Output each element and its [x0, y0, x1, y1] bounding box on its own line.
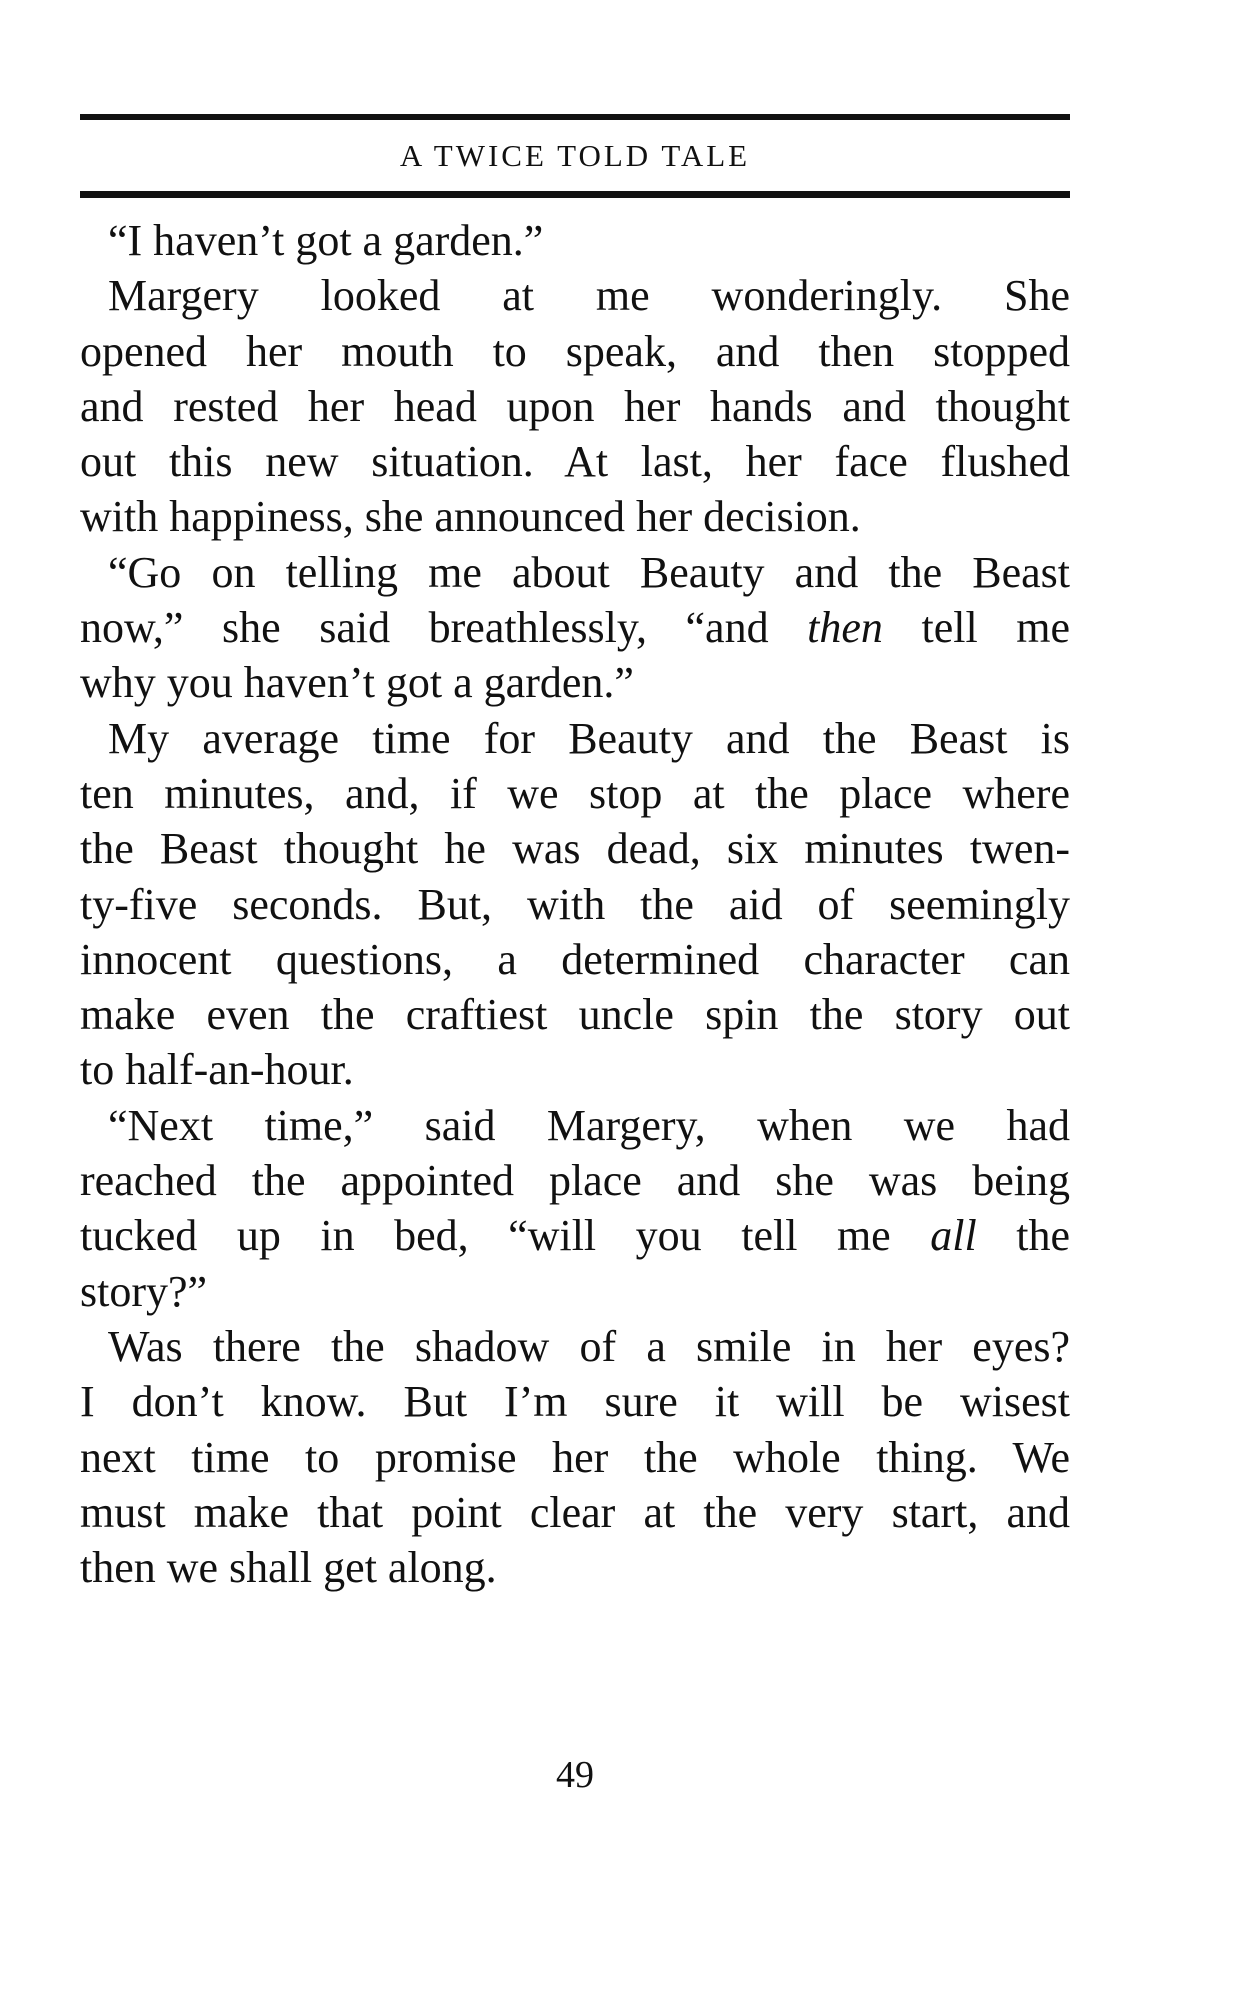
text-line: “Go on telling me about Beauty and the Beast [108, 547, 1070, 597]
text-line: must make that point clear at the very start, and [80, 1487, 1070, 1537]
text-run: tell me [882, 603, 1070, 653]
text-line: the Beast thought he was dead, six minutes twen- [80, 824, 1070, 874]
text-line: next time to promise her the whole thing. We [80, 1432, 1070, 1482]
text-line: with happiness, she announced her decision. [80, 492, 861, 542]
text-line: why you haven’t got a garden.” [80, 658, 634, 708]
text-run: the [976, 1211, 1070, 1261]
paragraph [80, 1319, 1070, 1595]
text-line: I don’t know. But I’m sure it will be wisest [80, 1377, 1070, 1427]
paragraph [80, 545, 1070, 711]
text-line: innocent questions, a determined character can [80, 934, 1070, 984]
header-rule-top [80, 114, 1070, 120]
text-line: Was there the shadow of a smile in her eyes? [108, 1321, 1070, 1371]
running-head: A TWICE TOLD TALE [399, 138, 751, 173]
text-line: story?” [80, 1266, 208, 1316]
text-line: My average time for Beauty and the Beast is [108, 713, 1070, 763]
emphasis: all [930, 1211, 977, 1261]
text-line: make even the craftiest uncle spin the story out [80, 990, 1070, 1040]
paragraph [80, 1098, 1070, 1319]
text-run: now,” she said breathlessly, “and [80, 603, 808, 653]
header-rule-bottom [80, 191, 1070, 198]
text-line: opened her mouth to speak, and then stopped [80, 326, 1070, 376]
emphasis: then [807, 603, 883, 653]
page-number: 49 [556, 1754, 594, 1796]
paragraph [80, 711, 1070, 1098]
text-line: “I haven’t got a garden.” [108, 216, 544, 265]
text-run: tucked up in bed, “will you tell me [80, 1211, 931, 1261]
text-line: then we shall get along. [80, 1543, 497, 1593]
paragraph [80, 268, 1070, 544]
text-line [80, 1208, 1070, 1263]
text-line: “Next time,” said Margery, when we had [108, 1100, 1070, 1150]
text-line: to half-an-hour. [80, 1045, 354, 1095]
text-line: and rested her head upon her hands and thought [80, 381, 1070, 431]
text-line: out this new situation. At last, her face flushed [80, 437, 1070, 487]
text-line: Margery looked at me wonderingly. She [108, 271, 1070, 321]
paragraph [80, 213, 1070, 268]
body-text [80, 213, 1070, 1595]
text-line: reached the appointed place and she was being [80, 1156, 1070, 1206]
text-line [80, 600, 1070, 655]
text-line: ten minutes, and, if we stop at the place where [80, 768, 1070, 818]
text-line: ty-five seconds. But, with the aid of seemingly [80, 879, 1070, 929]
